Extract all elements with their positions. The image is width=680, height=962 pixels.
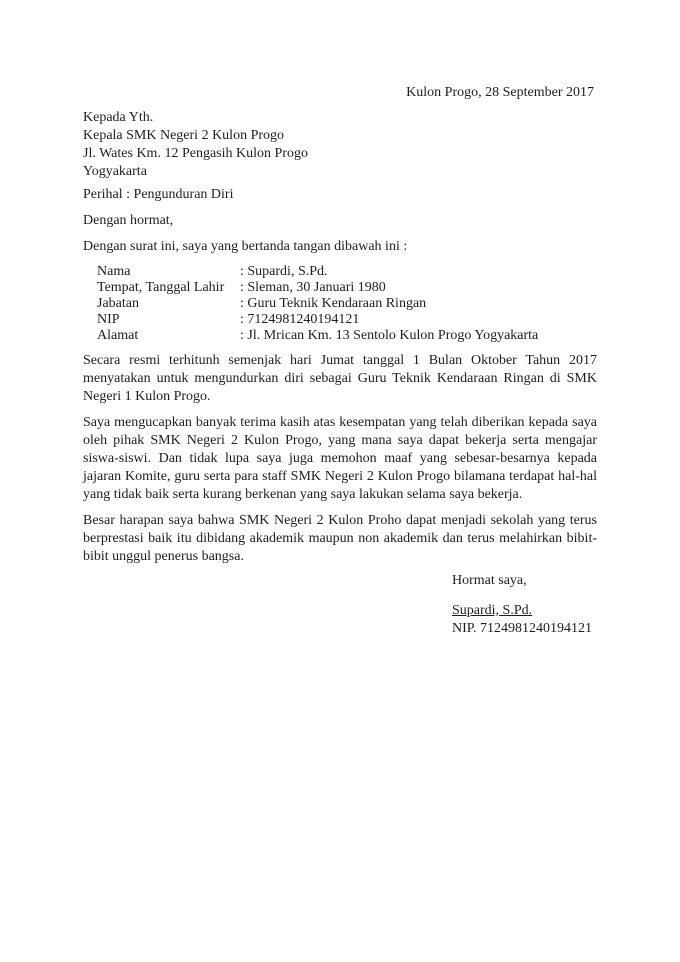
identity-label: Nama	[97, 264, 131, 279]
closing: Hormat saya,	[452, 573, 527, 588]
identity-label: Jabatan	[97, 296, 139, 311]
recipient-salutation: Kepada Yth.	[83, 110, 154, 125]
identity-label: Alamat	[97, 328, 139, 343]
identity-value: : 7124981240194121	[240, 312, 360, 327]
paragraph-resignation: Secara resmi terhitunh semenjak hari Jumat tanggal 1 Bulan Oktober Tahun 2017 menyatakan untuk mengundurkan diri sebagai Guru Teknik Kendaraan Ringan di SMK Negeri 1 Kulon Progo.	[83, 353, 597, 404]
paragraph-hope: Besar harapan saya bahwa SMK Negeri 2 Kulon Proho dapat menjadi sekolah yang terus berprestasi baik itu dibidang akademik maupun non akademik dan terus melahirkan bibit-bibit unggul penerus bangsa.	[83, 513, 597, 564]
intro-line: Dengan surat ini, saya yang bertanda tangan dibawah ini :	[83, 239, 408, 254]
identity-table	[97, 264, 538, 344]
place-date: Kulon Progo, 28 September 2017	[406, 85, 594, 100]
identity-value: : Supardi, S.Pd.	[240, 264, 328, 279]
identity-row-nip	[97, 312, 538, 328]
signer-name: Supardi, S.Pd.	[452, 603, 533, 618]
identity-value: : Jl. Mrican Km. 13 Sentolo Kulon Progo Yogyakarta	[240, 328, 539, 343]
identity-label: Tempat, Tanggal Lahir	[97, 280, 225, 295]
paragraph-thanks: Saya mengucapkan banyak terima kasih atas kesempatan yang telah diberikan kepada saya oleh pihak SMK Negeri 2 Kulon Progo, yang mana saya dapat bekerja serta mengajar siswa-siswi. Dan tidak lupa saya juga memohon maaf yang sebesar-besarnya kepada jajaran Komite, guru serta para staff SMK Negeri 2 Kulon Progo bilamana terdapat hal-hal yang tidak baik serta kurang berkenan yang saya lakukan selama saya bekerja.	[83, 415, 597, 502]
identity-row-position	[97, 296, 538, 312]
identity-value: : Sleman, 30 Januari 1980	[240, 280, 386, 295]
greeting: Dengan hormat,	[83, 213, 174, 228]
identity-row-name	[97, 264, 538, 280]
identity-value: : Guru Teknik Kendaraan Ringan	[240, 296, 427, 311]
identity-row-address	[97, 328, 538, 344]
recipient-address: Jl. Wates Km. 12 Pengasih Kulon Progo	[83, 146, 308, 161]
subject-line: Perihal : Pengunduran Diri	[83, 187, 234, 202]
signer-nip: NIP. 7124981240194121	[452, 621, 593, 636]
recipient-city: Yogyakarta	[83, 164, 147, 179]
identity-row-birth	[97, 280, 538, 296]
recipient-block	[83, 109, 308, 181]
identity-label: NIP	[97, 312, 120, 327]
recipient-title: Kepala SMK Negeri 2 Kulon Progo	[83, 128, 285, 143]
